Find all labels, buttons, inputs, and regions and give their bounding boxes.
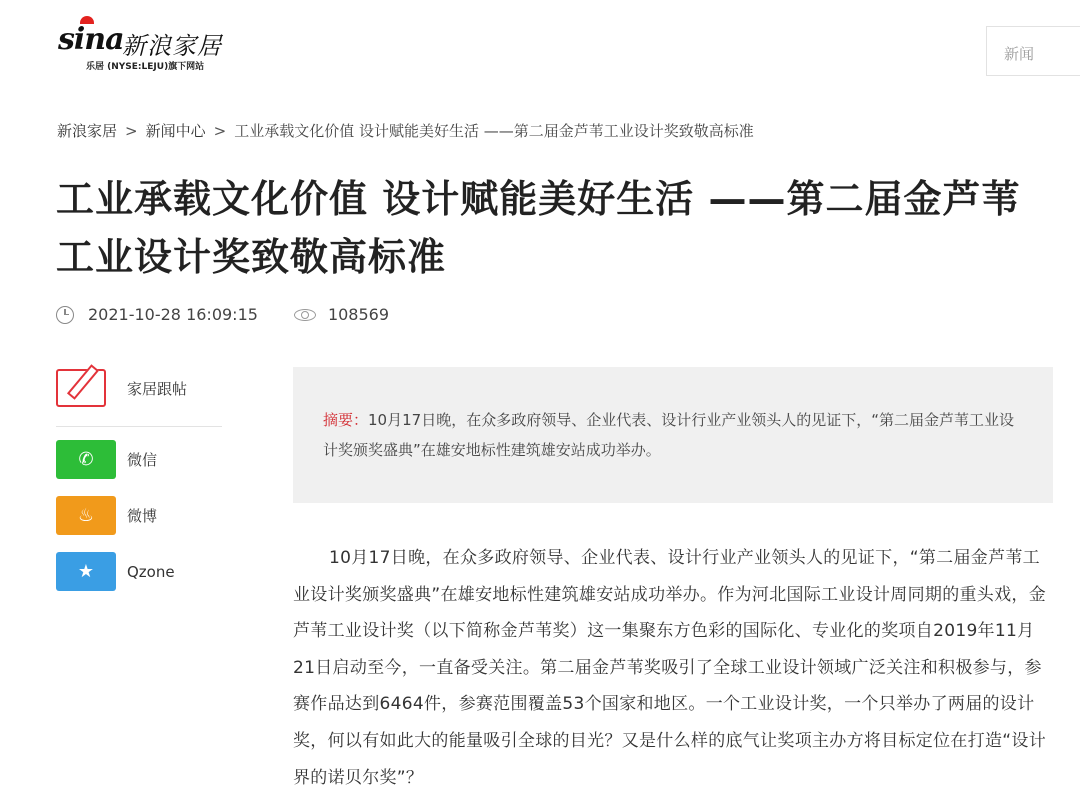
share-weibo-button[interactable] [56, 496, 224, 535]
breadcrumb-news[interactable]: 新闻中心 [145, 122, 206, 140]
follow-post-label: 家居跟帖 [127, 379, 188, 398]
share-qzone-button[interactable] [56, 552, 224, 591]
view-count: 108569 [327, 305, 390, 324]
share-wechat-label: 微信 [127, 451, 158, 469]
site-logo[interactable] [58, 14, 258, 74]
share-weibo-label: 微博 [127, 507, 158, 525]
breadcrumb-current: 工业承载文化价值 设计赋能美好生活 ——第二届金芦苇工业设计奖致敬高标准 [234, 122, 754, 140]
search-input[interactable]: 新闻 [986, 26, 1080, 76]
edit-icon [56, 369, 106, 407]
share-qzone-label: Qzone [127, 562, 175, 581]
logo-name: 新浪家居 [122, 32, 222, 60]
article-title: 工业承载文化价值 设计赋能美好生活 ——第二届金芦苇工业设计奖致敬高标准 [56, 177, 1021, 279]
summary-label: 摘要： [323, 411, 369, 429]
breadcrumb-separator: > [213, 122, 227, 140]
logo-mark: sina [58, 22, 124, 57]
breadcrumb-home[interactable]: 新浪家居 [57, 122, 118, 140]
qzone-icon: ★ [56, 552, 116, 591]
breadcrumb-separator: > [125, 122, 138, 140]
summary-text: 10月17日晚，在众多政府领导、企业代表、设计行业产业领头人的见证下，“第二届金芦苇工业设计奖颁奖盛典”在雄安地标性建筑雄安站成功举办。 [323, 411, 1014, 459]
clock-icon [56, 306, 74, 324]
eye-icon [294, 309, 316, 321]
article-body: 10月17日晚，在众多政府领导、企业代表、设计行业产业领头人的见证下，“第二届金芦苇工业设计奖颁奖盛典”在雄安地标性建筑雄安站成功举办。作为河北国际工业设计周同期的重头戏，金芦苇工业设计奖（以下简称金芦苇奖）这一集聚东方色彩的国际化、专业化的奖项自2019年11月21日启动至今，一直备受关注。第二届金芦苇奖吸引了全球工业设计领域广泛关注和积极参与，参赛作品达到6464件，参赛范围覆盖53个国家和地区。一个工业设计奖，一个只举办了两届的设计奖，何以有如此大的能量吸引全球的目光？又是什么样的底气让奖项主办方将目标定位在打造“设计界的诺贝尔奖”？ [293, 548, 1047, 788]
logo-subtitle: 乐居 (NYSE:LEJU)旗下网站 [86, 62, 205, 72]
publish-timestamp: 2021-10-28 16:09:15 [88, 305, 258, 324]
share-sidebar [56, 368, 224, 608]
article-meta [56, 305, 389, 324]
weibo-icon: ♨ [56, 496, 116, 535]
breadcrumb [57, 120, 754, 141]
share-divider [56, 426, 222, 427]
share-wechat-button[interactable] [56, 440, 224, 479]
article-summary [293, 367, 1053, 503]
follow-post-button[interactable] [56, 368, 224, 408]
wechat-icon: ✆ [56, 440, 116, 479]
